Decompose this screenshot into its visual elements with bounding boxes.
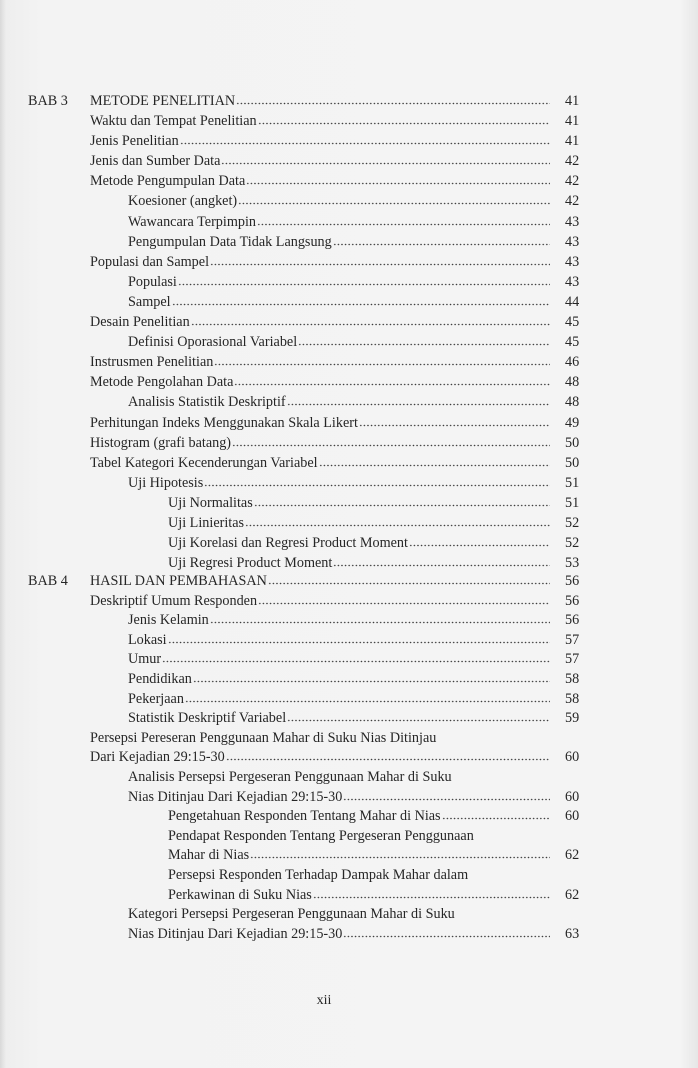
toc-entry-title: Persepsi Responden Terhadap Dampak Mahar dalam — [168, 866, 469, 883]
toc-entry-title: Analisis Persepsi Pergeseran Penggunaan Mahar di Suku — [128, 768, 452, 785]
toc-entry-title: Jenis Kelamin — [128, 612, 209, 629]
toc-page-number: 43 — [565, 273, 580, 290]
toc-page-number: 41 — [565, 133, 580, 150]
toc-entry — [0, 151, 698, 171]
dot-leader — [298, 336, 550, 346]
toc-entry — [0, 553, 698, 573]
dot-leader — [254, 497, 550, 507]
dot-leader — [191, 316, 550, 326]
dot-leader — [232, 437, 550, 447]
toc-entry-title: Sampel — [128, 293, 171, 310]
dot-leader — [246, 175, 550, 185]
toc-entry-title: Statistik Deskriptif Variabel — [128, 710, 287, 727]
toc-page-number: 60 — [565, 808, 580, 825]
toc-entry-title: Uji Linieritas — [168, 514, 245, 531]
toc-entry-title: Perkawinan di Suku Nias — [168, 886, 312, 903]
toc-page-number: 51 — [565, 494, 580, 511]
toc-entry-title: METODE PENELITIAN — [90, 93, 236, 109]
toc-entry-title: Definisi Oporasional Variabel — [128, 334, 298, 351]
chapter-label: BAB 3 — [28, 93, 68, 109]
toc-entry-title: Histogram (grafi batang) — [90, 434, 232, 451]
toc-entry — [0, 453, 698, 473]
toc-entry — [0, 748, 698, 768]
dot-leader — [442, 810, 550, 820]
toc-page-number: 52 — [565, 514, 580, 531]
dot-leader — [319, 457, 550, 467]
toc-entry — [0, 905, 698, 925]
toc-entry — [0, 131, 698, 151]
toc-page-number: 60 — [565, 749, 580, 766]
dot-leader — [214, 356, 550, 366]
toc-entry — [0, 433, 698, 453]
dot-leader — [180, 135, 550, 145]
toc-entry — [0, 91, 698, 111]
toc-page-number: 56 — [565, 612, 580, 629]
toc-page-number: 50 — [565, 434, 580, 451]
toc-entry — [0, 592, 698, 612]
toc-entry-title: Jenis Penelitian — [90, 133, 179, 150]
toc-page-number: 41 — [565, 93, 580, 109]
toc-page-number: 45 — [565, 334, 580, 351]
toc-entry — [0, 332, 698, 352]
toc-entry — [0, 827, 698, 847]
toc-page-number: 62 — [565, 886, 580, 903]
toc-page-number: 57 — [565, 651, 580, 668]
toc-entry — [0, 252, 698, 272]
dot-leader — [210, 256, 550, 266]
dot-leader — [193, 673, 550, 683]
toc-page-number: 56 — [565, 573, 580, 589]
toc-page-number: 41 — [565, 113, 580, 130]
toc-entry — [0, 768, 698, 788]
dot-leader — [333, 236, 550, 246]
toc-page-number: 56 — [565, 592, 580, 609]
toc-entry-title: Pengumpulan Data Tidak Langsung — [128, 233, 332, 250]
toc-page-number: 43 — [565, 233, 580, 250]
toc-entry — [0, 372, 698, 392]
dot-leader — [236, 95, 550, 105]
toc-entry — [0, 925, 698, 945]
toc-entry — [0, 846, 698, 866]
dot-leader — [287, 712, 550, 722]
toc-page-number: 51 — [565, 474, 580, 491]
toc-entry-title: Instrusmen Penelitian — [90, 354, 214, 371]
toc-page-number: 52 — [565, 535, 580, 552]
dot-leader — [313, 889, 550, 899]
dot-leader — [250, 849, 550, 859]
dot-leader — [234, 376, 550, 386]
toc-entry-title: Metode Pengumpulan Data — [90, 173, 246, 190]
toc-entry-title: Nias Ditinjau Dari Kejadian 29:15-30 — [128, 788, 343, 805]
toc-chapter-4 — [0, 572, 698, 944]
toc-page-number: 58 — [565, 690, 580, 707]
toc-entry-title: Jenis dan Sumber Data — [90, 153, 221, 170]
toc-entry-title: Perhitungan Indeks Menggunakan Skala Likert — [90, 414, 358, 431]
dot-leader — [343, 928, 550, 938]
toc-entry — [0, 493, 698, 513]
toc-entry-title: Umur — [128, 651, 162, 668]
dot-leader — [287, 396, 550, 406]
toc-entry-title: Pekerjaan — [128, 690, 184, 707]
dot-leader — [268, 575, 550, 585]
toc-page-number: 42 — [565, 173, 580, 190]
toc-entry — [0, 788, 698, 808]
toc-entry-title: Analisis Statistik Deskriptif — [128, 394, 286, 411]
toc-entry — [0, 171, 698, 191]
toc-entry-title: Metode Pengolahan Data — [90, 374, 234, 391]
toc-page-number: 44 — [565, 293, 580, 310]
toc-entry-title: Lokasi — [128, 631, 167, 648]
toc-entry — [0, 212, 698, 232]
dot-leader — [204, 477, 550, 487]
toc-entry — [0, 191, 698, 211]
toc-page-number: 57 — [565, 631, 580, 648]
toc-entry-title: Wawancara Terpimpin — [128, 213, 256, 230]
toc-entry-title: Desain Penelitian — [90, 314, 190, 331]
dot-leader — [178, 276, 550, 286]
toc-entry — [0, 866, 698, 886]
toc-entry-title: Uji Korelasi dan Regresi Product Moment — [168, 535, 408, 552]
toc-page-number: 48 — [565, 394, 580, 411]
dot-leader — [333, 557, 550, 567]
toc-page-number: 43 — [565, 213, 580, 230]
dot-leader — [238, 195, 550, 205]
toc-entry-title: Pendidikan — [128, 670, 192, 687]
toc-entry — [0, 807, 698, 827]
toc-page-number: 60 — [565, 788, 580, 805]
toc-entry — [0, 650, 698, 670]
toc-entry — [0, 413, 698, 433]
toc-page-number: 62 — [565, 847, 580, 864]
toc-entry — [0, 690, 698, 710]
toc-entry — [0, 232, 698, 252]
toc-entry-title: Populasi dan Sampel — [90, 253, 210, 270]
toc-entry-title: Tabel Kategori Kecenderungan Variabel — [90, 454, 318, 471]
dot-leader — [258, 115, 550, 125]
toc-page-number: 43 — [565, 253, 580, 270]
toc-entry-title: HASIL DAN PEMBAHASAN — [90, 573, 267, 589]
toc-entry-title: Dari Kejadian 29:15-30 — [90, 749, 225, 766]
toc-entry — [0, 111, 698, 131]
chapter-label: BAB 4 — [28, 573, 68, 589]
toc-entry-title: Koesioner (angket) — [128, 193, 238, 210]
dot-leader — [258, 595, 550, 605]
toc-page-number: 58 — [565, 670, 580, 687]
toc-chapter-3 — [0, 91, 698, 573]
dot-leader — [245, 517, 550, 527]
dot-leader — [168, 634, 550, 644]
dot-leader — [359, 417, 550, 427]
toc-entry — [0, 473, 698, 493]
toc-page-number: 48 — [565, 374, 580, 391]
toc-page-number: 50 — [565, 454, 580, 471]
toc-page-number: 42 — [565, 153, 580, 170]
toc-entry-title: Waktu dan Tempat Penelitian — [90, 113, 257, 130]
dot-leader — [409, 537, 550, 547]
toc-page-number: 49 — [565, 414, 580, 431]
page-number: xii — [316, 993, 332, 1008]
toc-entry-title: Uji Regresi Product Moment — [168, 555, 333, 572]
dot-leader — [162, 653, 550, 663]
toc-page-number: 63 — [565, 925, 580, 942]
toc-page-number: 59 — [565, 710, 580, 727]
dot-leader — [343, 791, 550, 801]
toc-page-number: 53 — [565, 555, 580, 572]
toc-entry — [0, 611, 698, 631]
toc-entry — [0, 631, 698, 651]
toc-entry — [0, 272, 698, 292]
toc-entry-title: Populasi — [128, 273, 177, 290]
dot-leader — [185, 693, 550, 703]
toc-entry-title: Uji Hipotesis — [128, 474, 204, 491]
toc-entry-title: Persepsi Pereseran Penggunaan Mahar di Suku Nias Ditinjau — [90, 729, 437, 746]
toc-entry-title: Kategori Persepsi Pergeseran Penggunaan Mahar di Suku — [128, 906, 455, 923]
toc-entry — [0, 572, 698, 592]
toc-entry — [0, 292, 698, 312]
dot-leader — [226, 751, 550, 761]
toc-entry — [0, 709, 698, 729]
toc-entry — [0, 352, 698, 372]
toc-entry — [0, 392, 698, 412]
toc-entry — [0, 886, 698, 906]
toc-entry-title: Uji Normalitas — [168, 494, 253, 511]
toc-entry-title: Pengetahuan Responden Tentang Mahar di Nias — [168, 808, 441, 825]
toc-entry — [0, 729, 698, 749]
toc-entry — [0, 513, 698, 533]
toc-entry — [0, 533, 698, 553]
dot-leader — [172, 296, 550, 306]
toc-entry — [0, 312, 698, 332]
toc-entry-title: Mahar di Nias — [168, 847, 250, 864]
dot-leader — [221, 155, 550, 165]
dot-leader — [210, 614, 550, 624]
toc-entry — [0, 670, 698, 690]
toc-entry-title: Deskriptif Umum Responden — [90, 592, 258, 609]
dot-leader — [257, 216, 550, 226]
toc-page-number: 42 — [565, 193, 580, 210]
toc-entry-title: Pendapat Responden Tentang Pergeseran Penggunaan — [168, 827, 474, 844]
toc-entry-title: Nias Ditinjau Dari Kejadian 29:15-30 — [128, 925, 343, 942]
toc-page-number: 46 — [565, 354, 580, 371]
toc-page-number: 45 — [565, 314, 580, 331]
